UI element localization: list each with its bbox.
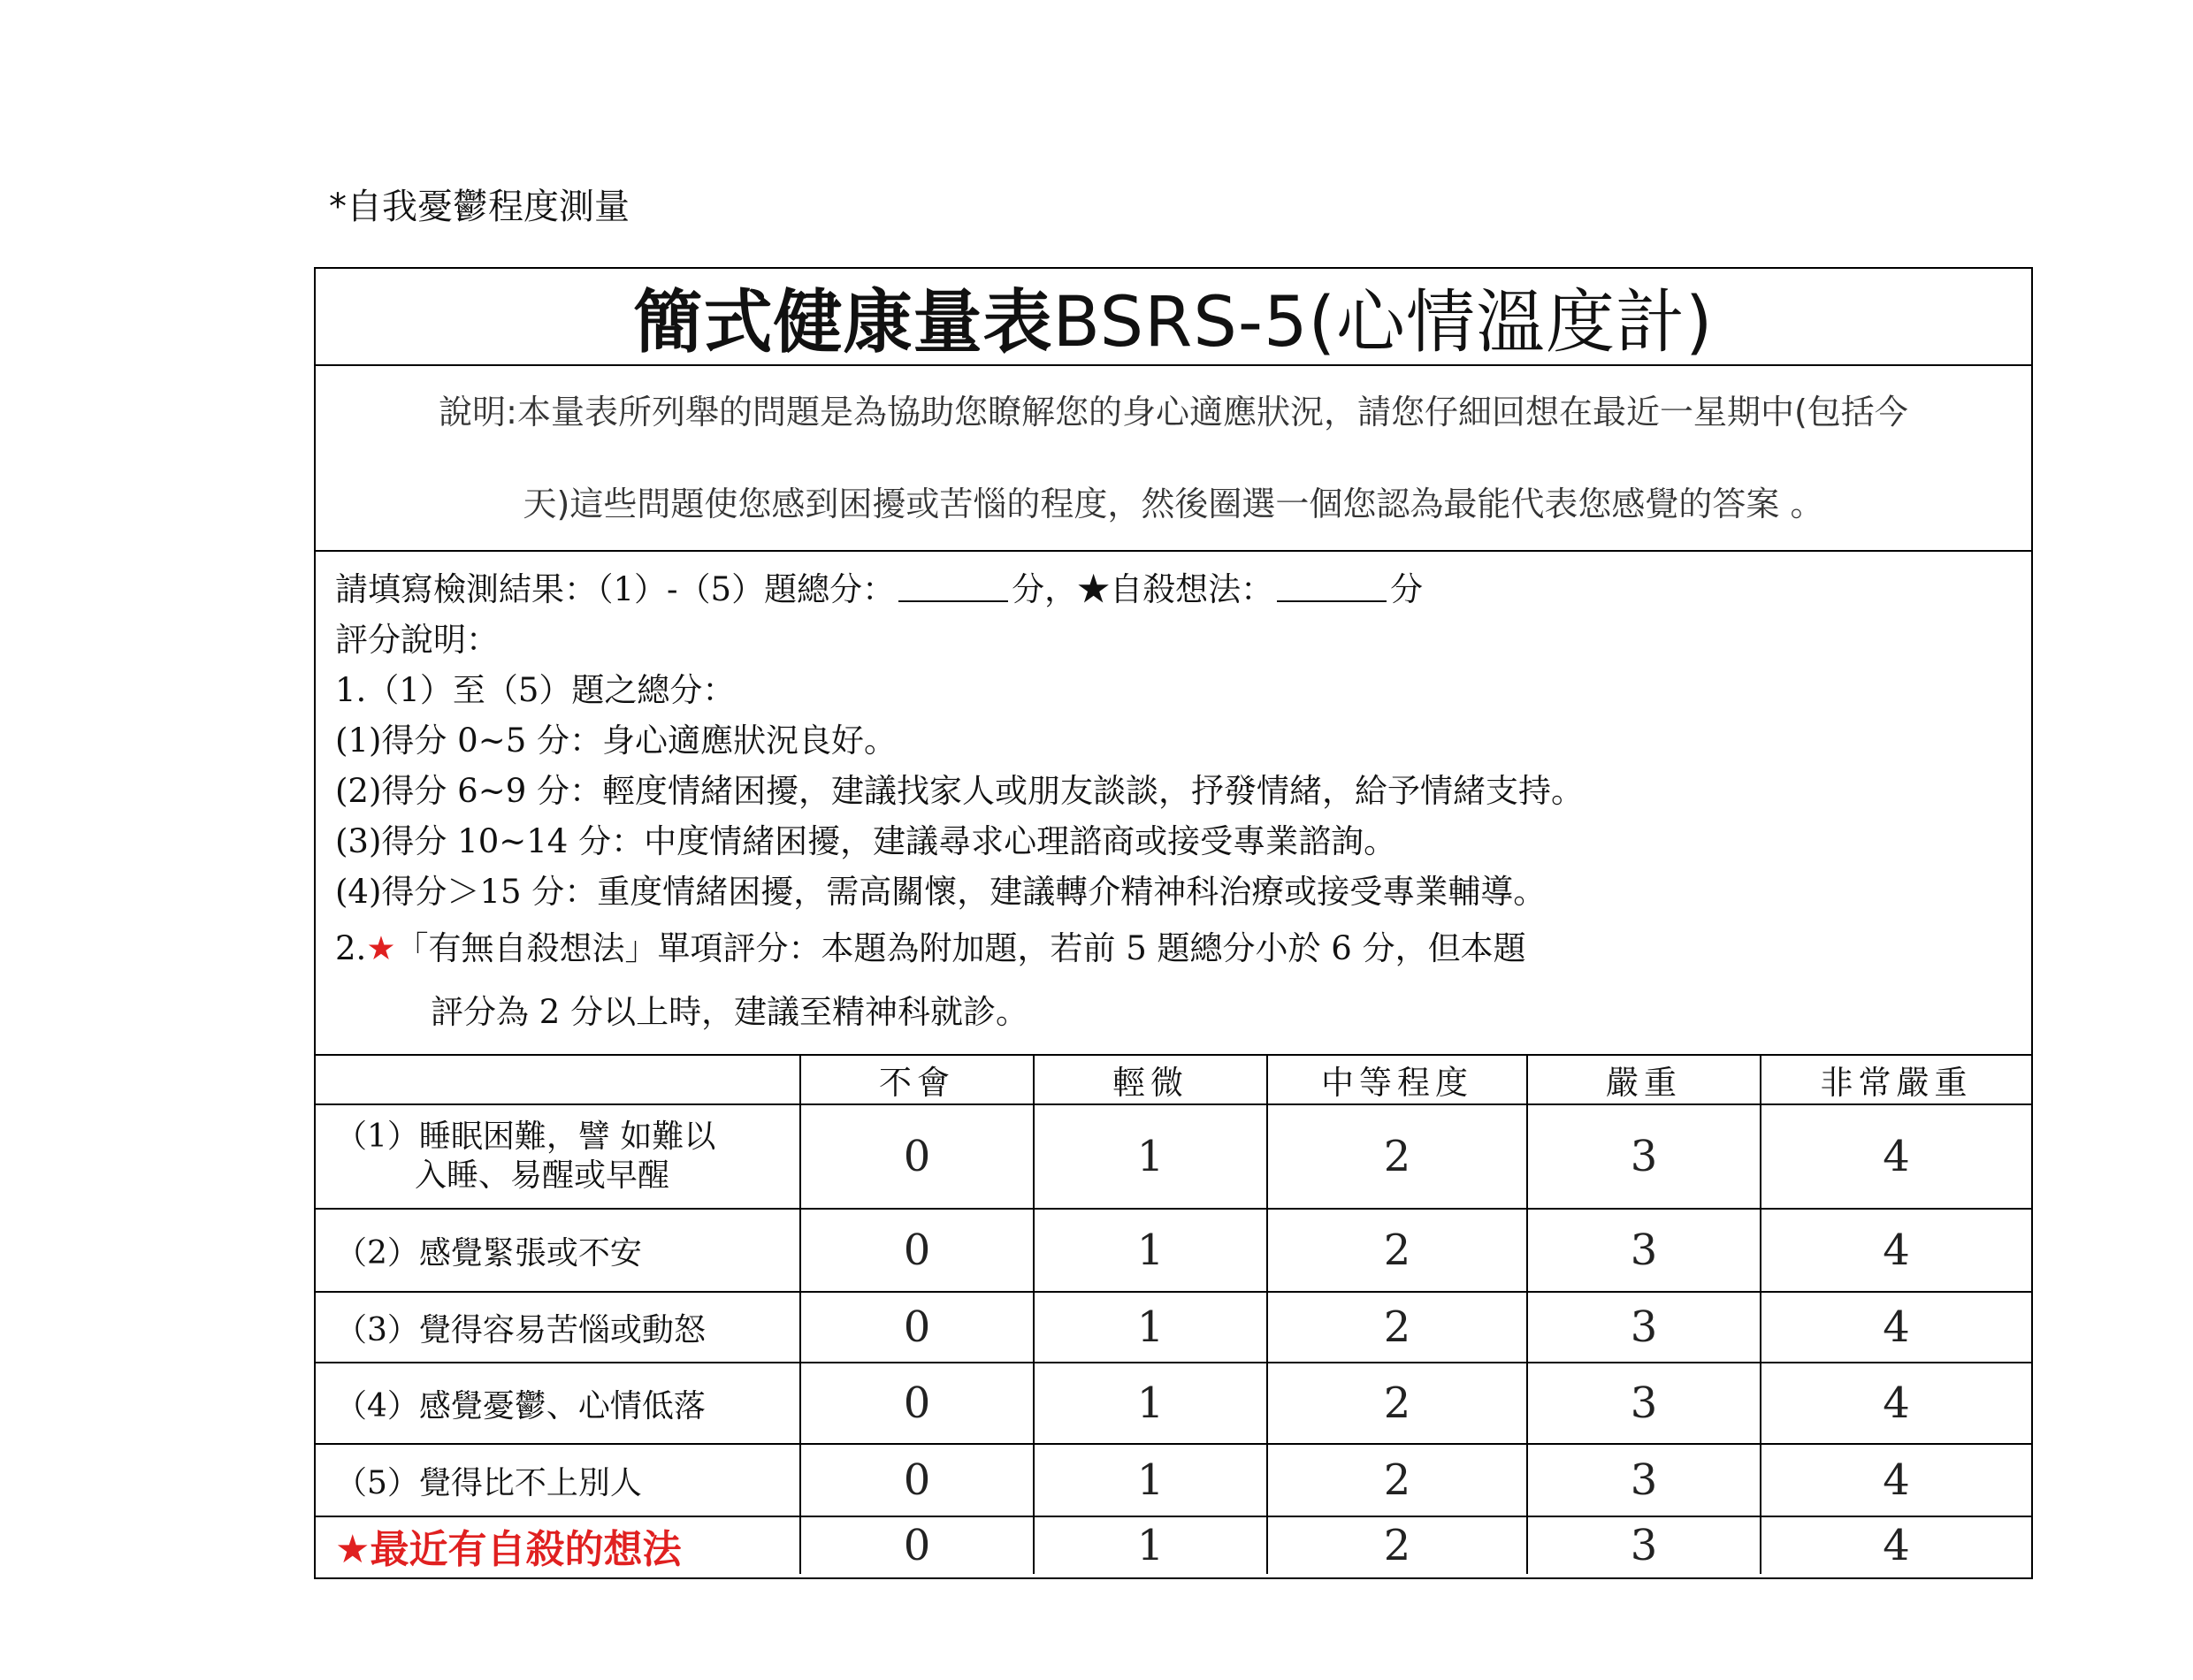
fill-result-line — [335, 564, 2012, 615]
score-option-1[interactable]: 1 — [1034, 1104, 1267, 1209]
score-option-3[interactable]: 3 — [1527, 1444, 1761, 1516]
table-row — [316, 1292, 2031, 1363]
page-heading: *自我憂鬱程度測量 — [329, 187, 630, 227]
score-option-2[interactable]: 2 — [1267, 1444, 1527, 1516]
form-title-sub: BSRS-5(心情溫度計) — [1052, 283, 1714, 363]
score-option-2[interactable]: 2 — [1267, 1516, 1527, 1574]
score-option-1[interactable]: 1 — [1034, 1209, 1267, 1292]
scoring-level-2: (2)得分 6~9 分：輕度情緒困擾，建議找家人或朋友談談，抒發情緒，給予情緒支持。 — [335, 772, 1585, 810]
header-col-3: 嚴重 — [1527, 1056, 1761, 1104]
scoring-level-1: (1)得分 0~5 分：身心適應狀況良好。 — [335, 722, 898, 760]
star-icon: ★ — [366, 929, 396, 967]
score-option-3[interactable]: 3 — [1527, 1104, 1761, 1209]
header-col-0: 不會 — [800, 1056, 1034, 1104]
instructions — [316, 366, 2031, 552]
score-table — [316, 1056, 2031, 1574]
instructions-line-2: 天)這些問題使您感到困擾或苦惱的程度，然後圈選一個您認為最能代表您感覺的答案 。 — [523, 485, 1824, 523]
score-option-3[interactable]: 3 — [1527, 1516, 1761, 1574]
scoring-item-2-text: 「有無自殺想法」單項評分：本題為附加題，若前 5 題總分小於 6 分，但本題 — [395, 929, 1526, 967]
question-suicidal-thoughts-text: 最近有自殺的想法 — [370, 1527, 682, 1572]
score-option-1[interactable]: 1 — [1034, 1516, 1267, 1574]
score-option-2[interactable]: 2 — [1267, 1292, 1527, 1363]
table-header-row — [316, 1056, 2031, 1104]
score-option-3[interactable]: 3 — [1527, 1363, 1761, 1444]
score-option-4[interactable]: 4 — [1761, 1516, 2031, 1574]
header-col-4: 非常嚴重 — [1761, 1056, 2031, 1104]
score-option-0[interactable]: 0 — [800, 1209, 1034, 1292]
fill-result-unit2: 分 — [1390, 570, 1424, 608]
score-option-4[interactable]: 4 — [1761, 1363, 2031, 1444]
score-option-2[interactable]: 2 — [1267, 1209, 1527, 1292]
score-option-4[interactable]: 4 — [1761, 1104, 2031, 1209]
scoring-item-1: 1.（1）至（5）題之總分： — [335, 671, 736, 709]
score-option-3[interactable]: 3 — [1527, 1209, 1761, 1292]
score-option-0[interactable]: 0 — [800, 1516, 1034, 1574]
instructions-line-1: 說明:本量表所列舉的問題是為協助您瞭解您的身心適應狀況，請您仔細回想在最近一星期中(包括今 — [439, 393, 1908, 431]
question-1 — [316, 1104, 800, 1209]
scoring-heading: 評分說明： — [335, 621, 499, 659]
suicide-score-blank[interactable] — [1277, 570, 1387, 602]
question-1-line-2: 入睡、易醒或早醒 — [415, 1157, 670, 1194]
score-option-4[interactable]: 4 — [1761, 1209, 2031, 1292]
question-1-line-1: （1）睡眠困難，譬 如難以 — [335, 1119, 716, 1155]
score-option-2[interactable]: 2 — [1267, 1104, 1527, 1209]
form-title — [633, 267, 1713, 366]
score-option-4[interactable]: 4 — [1761, 1444, 2031, 1516]
table-row-special — [316, 1516, 2031, 1574]
question-3: （3）覺得容易苦惱或動怒 — [316, 1292, 800, 1363]
header-question-cell — [316, 1056, 800, 1104]
scoring-level-4: (4)得分＞15 分：重度情緒困擾，需高關懷，建議轉介精神科治療或接受專業輔導。 — [335, 873, 1547, 911]
bsrs5-form — [314, 267, 2033, 1579]
score-option-1[interactable]: 1 — [1034, 1363, 1267, 1444]
table-row — [316, 1209, 2031, 1292]
scoring-item-2-cont: 評分為 2 分以上時，建議至精神科就診。 — [431, 993, 1029, 1031]
question-2: （2）感覺緊張或不安 — [316, 1209, 800, 1292]
score-option-1[interactable]: 1 — [1034, 1292, 1267, 1363]
table-row — [316, 1104, 2031, 1209]
question-5: （5）覺得比不上別人 — [316, 1444, 800, 1516]
form-title-main: 簡式健康量表 — [633, 283, 1053, 363]
star-icon: ★ — [335, 1527, 371, 1572]
score-option-0[interactable]: 0 — [800, 1104, 1034, 1209]
scoring-level-3: (3)得分 10~14 分：中度情緒困擾，建議尋求心理諮商或接受專業諮詢。 — [335, 822, 1397, 860]
scoring-item-2 — [335, 917, 2012, 981]
table-row — [316, 1444, 2031, 1516]
score-option-4[interactable]: 4 — [1761, 1292, 2031, 1363]
scoring-info — [316, 552, 2031, 1056]
question-4: （4）感覺憂鬱、心情低落 — [316, 1363, 800, 1444]
header-col-2: 中等程度 — [1267, 1056, 1527, 1104]
score-option-0[interactable]: 0 — [800, 1292, 1034, 1363]
table-row — [316, 1363, 2031, 1444]
score-option-1[interactable]: 1 — [1034, 1444, 1267, 1516]
score-option-3[interactable]: 3 — [1527, 1292, 1761, 1363]
fill-result-prefix: 請填寫檢測結果：（1）-（5）題總分： — [335, 570, 896, 608]
score-option-0[interactable]: 0 — [800, 1363, 1034, 1444]
score-option-0[interactable]: 0 — [800, 1444, 1034, 1516]
scoring-item-2-number: 2. — [335, 929, 367, 967]
question-suicidal-thoughts — [316, 1516, 800, 1574]
score-option-2[interactable]: 2 — [1267, 1363, 1527, 1444]
total-score-blank[interactable] — [898, 570, 1008, 602]
form-title-row — [316, 269, 2031, 366]
header-col-1: 輕微 — [1034, 1056, 1267, 1104]
fill-result-unit1: 分，★自殺想法： — [1012, 570, 1274, 608]
